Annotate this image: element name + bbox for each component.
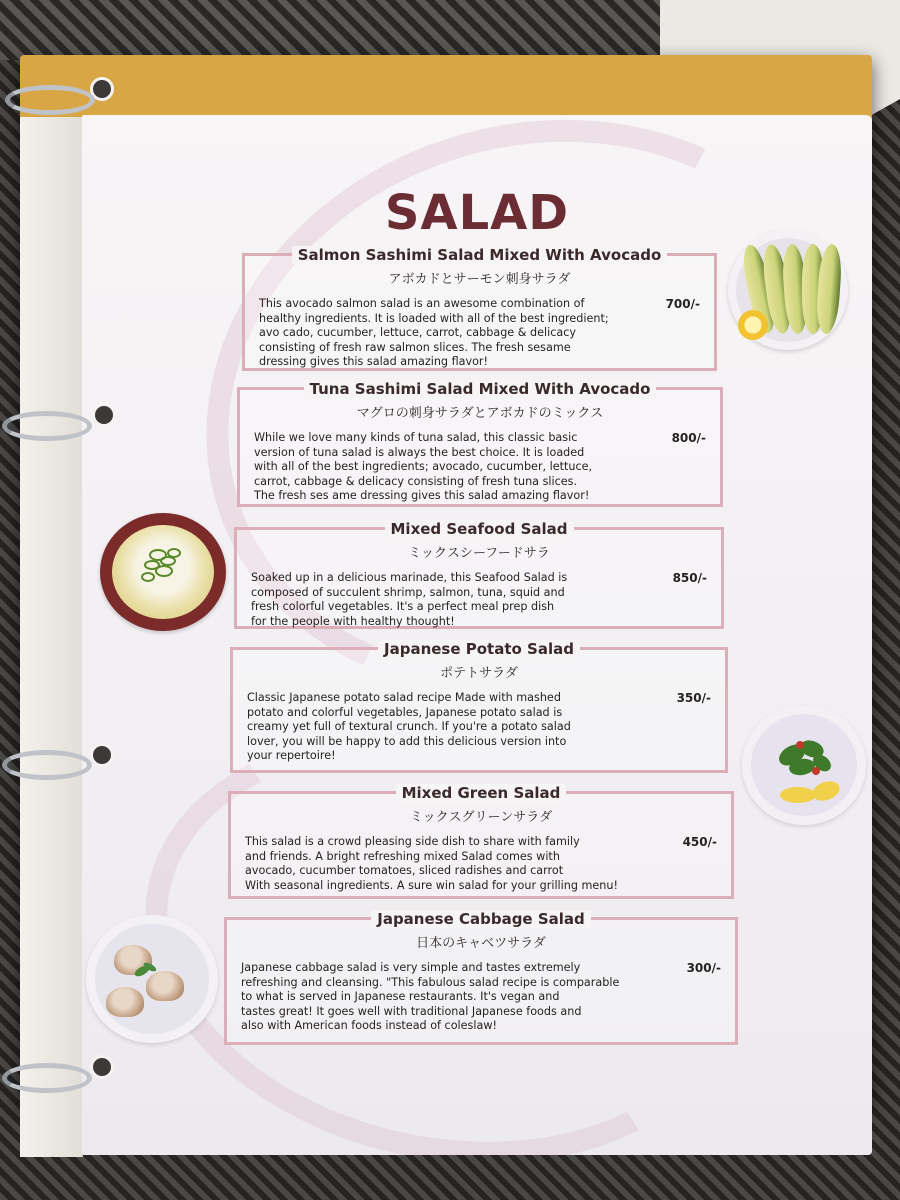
page-title: SALAD — [384, 185, 570, 241]
item-price: 450/- — [682, 835, 717, 849]
binder-ring — [2, 1063, 92, 1093]
menu-item-tuna-sashimi-salad — [237, 380, 723, 507]
item-name-japanese: マグロの刺身サラダとアボカドのミックス — [356, 406, 604, 421]
item-name: Tuna Sashimi Salad Mixed With Avocado — [304, 380, 657, 398]
menu-item-japanese-cabbage-salad — [224, 910, 738, 1045]
binder-ring — [5, 85, 95, 115]
item-name: Salmon Sashimi Salad Mixed With Avocado — [292, 246, 668, 264]
binder-ring — [2, 411, 92, 441]
item-name-japanese: アボカドとサーモン刺身サラダ — [388, 272, 571, 287]
item-description: Classic Japanese potato salad recipe Made with mashed potato and colorful vegetables, Japanese potato salad is creamy yet full of textural crunch. If you're a potato salad lover, you will be happy to add this delicious version into your repertoire! — [247, 691, 571, 763]
item-name-japanese: 日本のキャベツサラダ — [416, 936, 546, 951]
menu-item-salmon-sashimi-salad — [242, 246, 717, 371]
item-description: This avocado salmon salad is an awesome combination of healthy ingredients. It is loaded with all of the best ingredient; avo cado, cucumber, lettuce, carrot, cabbage & delicacy consisting of fresh raw salmon slices. The fresh sesame dressing gives this salad amazing flavor! — [259, 297, 609, 369]
previous-page-edge[interactable] — [20, 117, 83, 1157]
item-price: 850/- — [672, 571, 707, 585]
mushroom-plate-icon — [86, 915, 218, 1043]
avocado-plate-icon — [728, 230, 848, 350]
item-name: Japanese Potato Salad — [378, 640, 580, 658]
item-name: Japanese Cabbage Salad — [371, 910, 591, 928]
item-price: 350/- — [676, 691, 711, 705]
punch-hole — [90, 743, 114, 767]
item-price: 300/- — [686, 961, 721, 975]
menu-item-mixed-seafood-salad — [234, 520, 724, 629]
item-name: Mixed Green Salad — [396, 784, 567, 802]
green-salad-plate-icon — [742, 705, 866, 825]
item-description: Japanese cabbage salad is very simple and tastes extremely refreshing and cleansing. "This fabulous salad recipe is comparable to what is served in Japanese restaurants. It's vegan and tastes great! It goes well with traditional Japanese foods and also with American foods instead of coleslaw! — [241, 961, 620, 1033]
menu-item-mixed-green-salad — [228, 784, 734, 899]
item-description: This salad is a crowd pleasing side dish to share with family and friends. A bright refreshing mixed Salad comes with avocado, cucumber tomatoes, sliced radishes and carrot With seasonal ingredients. A sure win salad for your grilling menu! — [245, 835, 618, 892]
item-name-japanese: ミックスグリーンサラダ — [409, 810, 553, 825]
item-description: Soaked up in a delicious marinade, this Seafood Salad is composed of succulent shrimp, salmon, tuna, squid and fresh colorful vegetables. It's a perfect meal prep dish for the people with healthy thought! — [251, 571, 568, 628]
soup-bowl-icon — [100, 513, 226, 631]
punch-hole — [92, 403, 116, 427]
punch-hole — [90, 1055, 114, 1079]
item-price: 800/- — [671, 431, 706, 445]
binder-ring — [2, 750, 92, 780]
item-name-japanese: ミックスシーフードサラ — [408, 546, 550, 561]
menu-binder — [20, 55, 872, 1110]
menu-item-japanese-potato-salad — [230, 640, 728, 773]
menu-page — [82, 115, 872, 1155]
item-price: 700/- — [665, 297, 700, 311]
item-name: Mixed Seafood Salad — [385, 520, 574, 538]
item-description: While we love many kinds of tuna salad, this classic basic version of tuna salad is always the best choice. It is loaded with all of the best ingredients; avocado, cucumber, lettuce, carrot, cabbage & delicacy consisting of fresh tuna slices. The fresh ses ame dressing gives this salad amazing flavor! — [254, 431, 593, 503]
item-name-japanese: ポテトサラダ — [440, 666, 518, 681]
